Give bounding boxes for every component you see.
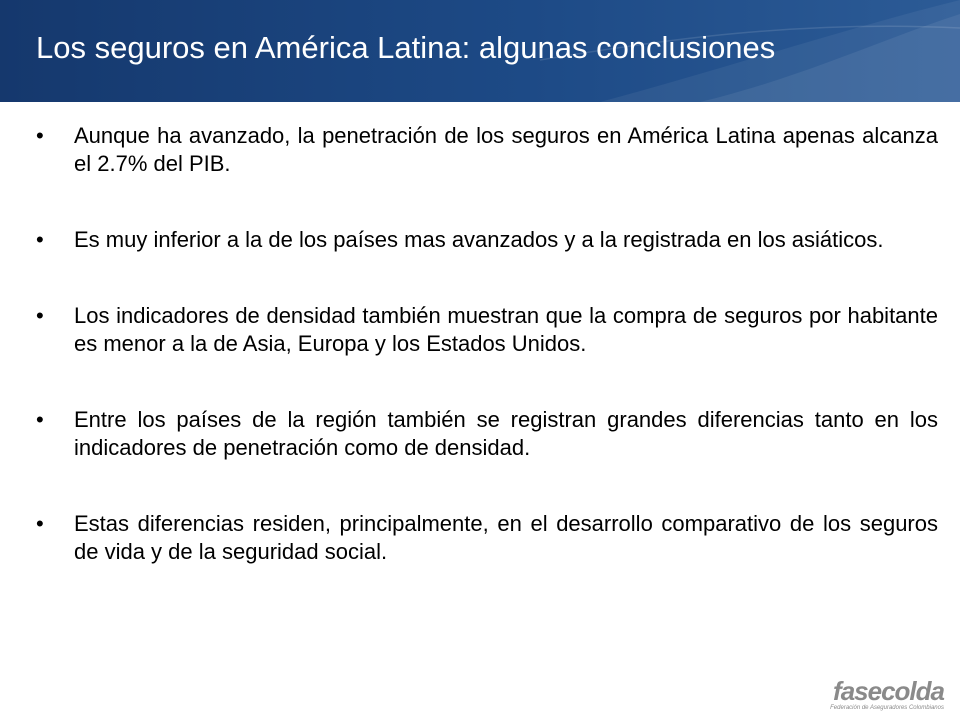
bullet-list (36, 122, 938, 614)
slide-title: Los seguros en América Latina: algunas conclusiones (36, 30, 776, 65)
bullet-item (36, 406, 938, 462)
logo-subtitle: Federación de Aseguradores Colombianos (830, 705, 944, 711)
bullet-marker: • (36, 303, 44, 328)
bullet-marker: • (36, 227, 44, 252)
bullet-item (36, 510, 938, 566)
bullet-text: Aunque ha avanzado, la penetración de los seguros en América Latina apenas alcanza el 2.7% del PIB. (74, 123, 938, 176)
bullet-text: Estas diferencias residen, principalmente, en el desarrollo comparativo de los seguros de vida y de la seguridad social. (74, 511, 938, 564)
bullet-marker: • (36, 511, 44, 536)
bullet-marker: • (36, 407, 44, 432)
bullet-item (36, 122, 938, 178)
fasecolda-logo (824, 678, 944, 712)
bullet-marker: • (36, 123, 44, 148)
bullet-text: Es muy inferior a la de los países mas avanzados y a la registrada en los asiáticos. (74, 227, 884, 252)
bullet-text: Entre los países de la región también se registran grandes diferencias tanto en los indicadores de penetración como de densidad. (74, 407, 938, 460)
logo-wordmark: fasecolda (833, 676, 944, 706)
bullet-item (36, 226, 938, 254)
bullet-item (36, 302, 938, 358)
bullet-text: Los indicadores de densidad también muestran que la compra de seguros por habitante es menor a la de Asia, Europa y los Estados Unidos. (74, 303, 938, 356)
title-bar (0, 0, 960, 102)
